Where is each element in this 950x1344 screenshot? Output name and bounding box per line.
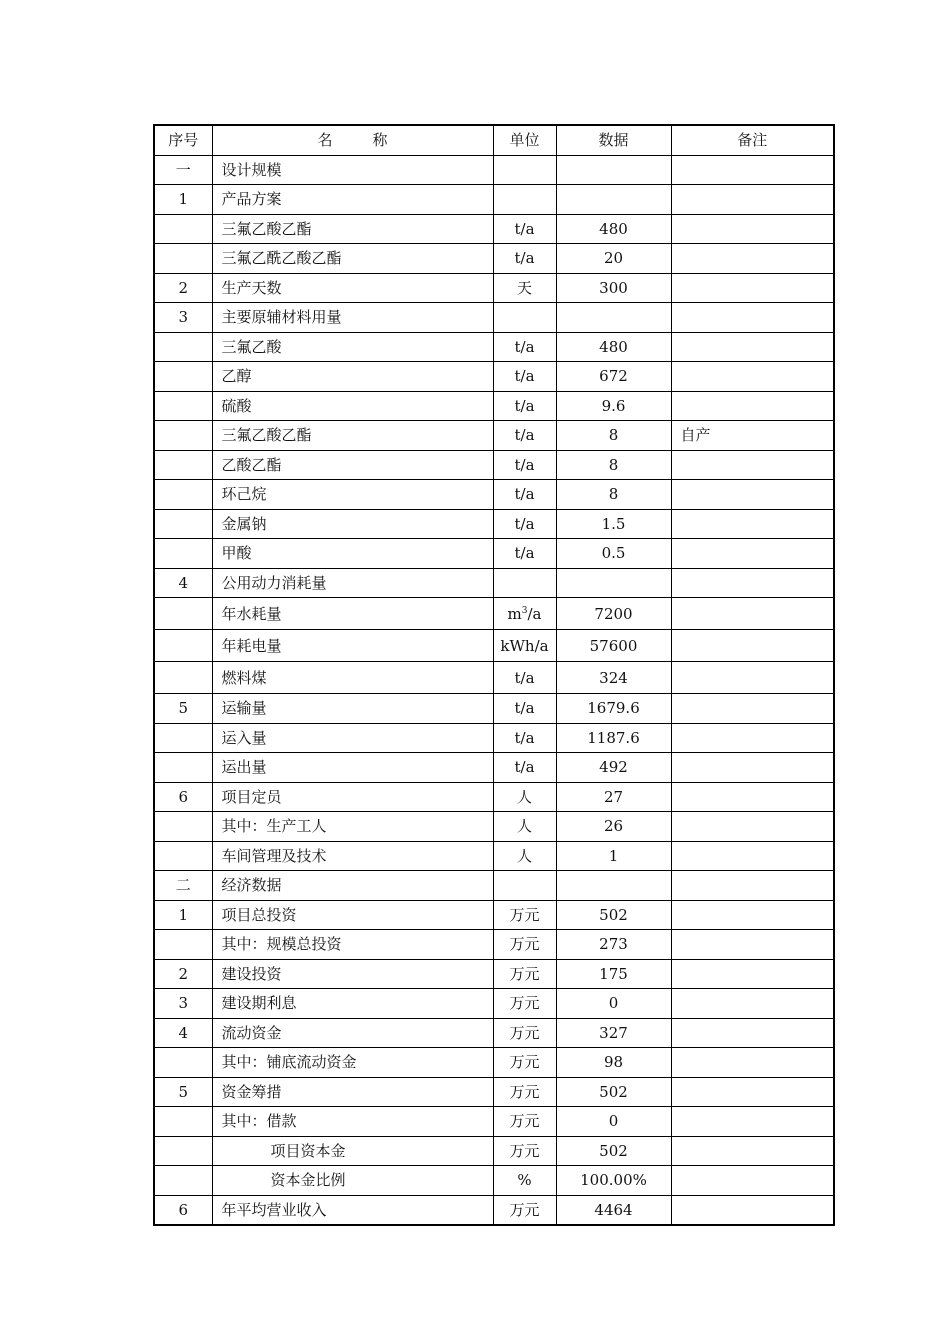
row-unit-cell: 万元 xyxy=(493,1195,556,1225)
row-no-cell xyxy=(154,362,212,392)
table-row xyxy=(154,1166,834,1196)
table-row xyxy=(154,155,834,185)
row-note-cell xyxy=(671,989,834,1019)
row-unit-cell: % xyxy=(493,1166,556,1196)
header-name-b: 称 xyxy=(372,131,388,150)
row-no-cell: 5 xyxy=(154,1077,212,1107)
row-name-cell: 经济数据 xyxy=(212,871,493,901)
table-header-row xyxy=(154,125,834,155)
table-row xyxy=(154,989,834,1019)
data-table xyxy=(153,124,835,1226)
row-note-cell xyxy=(671,959,834,989)
row-value-cell: 502 xyxy=(556,900,671,930)
row-no-cell xyxy=(154,841,212,871)
row-note-cell xyxy=(671,303,834,333)
row-value-cell: 0.5 xyxy=(556,539,671,569)
row-value-cell: 8 xyxy=(556,450,671,480)
row-value-cell: 273 xyxy=(556,930,671,960)
row-name-cell: 金属钠 xyxy=(212,509,493,539)
row-unit-cell: t/a xyxy=(493,662,556,694)
table-row xyxy=(154,1107,834,1137)
table-row xyxy=(154,539,834,569)
row-no-cell: 6 xyxy=(154,1195,212,1225)
row-value-cell: 8 xyxy=(556,421,671,451)
row-value-cell: 0 xyxy=(556,989,671,1019)
row-no-cell xyxy=(154,1166,212,1196)
row-name-cell: 乙醇 xyxy=(212,362,493,392)
table-row xyxy=(154,391,834,421)
row-name-cell: 硫酸 xyxy=(212,391,493,421)
row-value-cell: 480 xyxy=(556,332,671,362)
table-row xyxy=(154,450,834,480)
row-note-cell xyxy=(671,214,834,244)
row-note-cell xyxy=(671,480,834,510)
row-no-cell: 4 xyxy=(154,568,212,598)
row-value-cell: 1679.6 xyxy=(556,694,671,724)
row-unit-cell xyxy=(493,303,556,333)
table-row xyxy=(154,568,834,598)
row-unit-cell: 人 xyxy=(493,782,556,812)
table-row xyxy=(154,782,834,812)
table-row xyxy=(154,421,834,451)
row-value-cell: 175 xyxy=(556,959,671,989)
row-value-cell: 324 xyxy=(556,662,671,694)
row-unit-cell: t/a xyxy=(493,539,556,569)
row-no-cell xyxy=(154,244,212,274)
row-note-cell xyxy=(671,332,834,362)
row-note-cell xyxy=(671,871,834,901)
row-unit-cell: 万元 xyxy=(493,1018,556,1048)
row-unit-cell: 万元 xyxy=(493,1077,556,1107)
row-note-cell xyxy=(671,244,834,274)
row-value-cell: 98 xyxy=(556,1048,671,1078)
table-row xyxy=(154,1077,834,1107)
table-row xyxy=(154,1018,834,1048)
row-name-cell: 年平均营业收入 xyxy=(212,1195,493,1225)
row-value-cell xyxy=(556,568,671,598)
row-name-cell: 年水耗量 xyxy=(212,598,493,630)
row-unit-cell xyxy=(493,871,556,901)
row-no-cell xyxy=(154,1107,212,1137)
row-unit-cell: t/a xyxy=(493,480,556,510)
row-note-cell xyxy=(671,782,834,812)
row-name-cell: 年耗电量 xyxy=(212,630,493,662)
row-no-cell xyxy=(154,1136,212,1166)
row-value-cell: 327 xyxy=(556,1018,671,1048)
header-name xyxy=(212,125,493,155)
row-note-cell xyxy=(671,391,834,421)
row-note-cell xyxy=(671,1107,834,1137)
row-no-cell: 4 xyxy=(154,1018,212,1048)
row-value-cell: 672 xyxy=(556,362,671,392)
row-value-cell: 7200 xyxy=(556,598,671,630)
row-name-cell: 运入量 xyxy=(212,723,493,753)
row-value-cell xyxy=(556,303,671,333)
row-name-cell: 资金筹措 xyxy=(212,1077,493,1107)
row-no-cell xyxy=(154,723,212,753)
row-value-cell: 1.5 xyxy=(556,509,671,539)
row-unit-cell: t/a xyxy=(493,391,556,421)
row-note-cell xyxy=(671,812,834,842)
row-value-cell xyxy=(556,871,671,901)
row-unit-cell: 人 xyxy=(493,841,556,871)
table-row xyxy=(154,900,834,930)
row-unit-cell: 万元 xyxy=(493,989,556,1019)
table-row xyxy=(154,723,834,753)
row-no-cell xyxy=(154,214,212,244)
row-name-cell: 建设投资 xyxy=(212,959,493,989)
row-no-cell xyxy=(154,630,212,662)
row-note-cell xyxy=(671,1018,834,1048)
row-no-cell xyxy=(154,332,212,362)
row-name-cell: 项目总投资 xyxy=(212,900,493,930)
row-name-cell: 生产天数 xyxy=(212,273,493,303)
row-no-cell xyxy=(154,509,212,539)
row-unit-cell xyxy=(493,598,556,630)
row-no-cell xyxy=(154,662,212,694)
row-unit-cell: t/a xyxy=(493,509,556,539)
header-name-a: 名 xyxy=(317,131,333,150)
row-note-cell xyxy=(671,185,834,215)
table-row xyxy=(154,1195,834,1225)
row-note-cell xyxy=(671,1195,834,1225)
row-unit-cell: 天 xyxy=(493,273,556,303)
row-name-cell: 甲酸 xyxy=(212,539,493,569)
row-no-cell: 3 xyxy=(154,989,212,1019)
header-value: 数据 xyxy=(556,125,671,155)
row-name-cell: 其中：规模总投资 xyxy=(212,930,493,960)
row-value-cell xyxy=(556,155,671,185)
row-name-cell: 公用动力消耗量 xyxy=(212,568,493,598)
row-name-cell: 三氟乙酸乙酯 xyxy=(212,214,493,244)
row-unit-cell xyxy=(493,155,556,185)
row-note-cell xyxy=(671,155,834,185)
row-no-cell xyxy=(154,812,212,842)
row-note-cell xyxy=(671,539,834,569)
row-unit-cell xyxy=(493,568,556,598)
row-unit-cell: t/a xyxy=(493,450,556,480)
row-name-cell: 运出量 xyxy=(212,753,493,783)
row-unit-cell: 万元 xyxy=(493,959,556,989)
row-name-cell: 项目定员 xyxy=(212,782,493,812)
row-name-cell: 其中：铺底流动资金 xyxy=(212,1048,493,1078)
row-note-cell xyxy=(671,723,834,753)
row-value-cell: 27 xyxy=(556,782,671,812)
row-unit-cell: t/a xyxy=(493,753,556,783)
table-row xyxy=(154,509,834,539)
row-note-cell xyxy=(671,930,834,960)
row-value-cell: 1 xyxy=(556,841,671,871)
row-name-cell: 三氟乙酸 xyxy=(212,332,493,362)
row-unit-cell: 万元 xyxy=(493,1136,556,1166)
row-value-cell: 8 xyxy=(556,480,671,510)
row-note-cell xyxy=(671,362,834,392)
row-name-cell: 车间管理及技术 xyxy=(212,841,493,871)
table-row xyxy=(154,694,834,724)
row-name-cell: 三氟乙酸乙酯 xyxy=(212,421,493,451)
row-no-cell xyxy=(154,930,212,960)
row-value-cell: 502 xyxy=(556,1077,671,1107)
row-no-cell: 5 xyxy=(154,694,212,724)
row-no-cell xyxy=(154,480,212,510)
row-value-cell: 502 xyxy=(556,1136,671,1166)
table-row xyxy=(154,362,834,392)
row-no-cell xyxy=(154,1048,212,1078)
row-unit-cell: t/a xyxy=(493,694,556,724)
row-no-cell: 1 xyxy=(154,900,212,930)
row-note-cell xyxy=(671,1077,834,1107)
row-no-cell xyxy=(154,539,212,569)
row-unit-cell: 人 xyxy=(493,812,556,842)
table-body xyxy=(154,155,834,1225)
row-name-cell: 主要原辅材料用量 xyxy=(212,303,493,333)
header-unit: 单位 xyxy=(493,125,556,155)
row-no-cell: 一 xyxy=(154,155,212,185)
row-unit-cell: 万元 xyxy=(493,1107,556,1137)
row-note-cell xyxy=(671,1166,834,1196)
row-name-cell: 产品方案 xyxy=(212,185,493,215)
row-unit-cell: kWh/a xyxy=(493,630,556,662)
row-value-cell: 4464 xyxy=(556,1195,671,1225)
unit-tail: /a xyxy=(527,604,542,623)
row-no-cell: 3 xyxy=(154,303,212,333)
row-unit-cell: t/a xyxy=(493,244,556,274)
row-unit-cell: t/a xyxy=(493,362,556,392)
row-no-cell xyxy=(154,598,212,630)
row-unit-cell: t/a xyxy=(493,723,556,753)
row-note-cell xyxy=(671,694,834,724)
row-name-cell: 燃料煤 xyxy=(212,662,493,694)
row-value-cell: 9.6 xyxy=(556,391,671,421)
table-row xyxy=(154,959,834,989)
row-name-cell: 资本金比例 xyxy=(212,1166,493,1196)
header-no: 序号 xyxy=(154,125,212,155)
row-note-cell xyxy=(671,568,834,598)
row-value-cell: 26 xyxy=(556,812,671,842)
header-note: 备注 xyxy=(671,125,834,155)
row-note-cell xyxy=(671,753,834,783)
row-no-cell: 1 xyxy=(154,185,212,215)
row-note-cell xyxy=(671,630,834,662)
row-note-cell: 自产 xyxy=(671,421,834,451)
row-name-cell: 流动资金 xyxy=(212,1018,493,1048)
row-name-cell: 建设期利息 xyxy=(212,989,493,1019)
row-value-cell xyxy=(556,185,671,215)
row-note-cell xyxy=(671,662,834,694)
table-row xyxy=(154,630,834,662)
row-unit-cell: 万元 xyxy=(493,930,556,960)
table-row xyxy=(154,332,834,362)
row-unit-cell: t/a xyxy=(493,214,556,244)
row-no-cell xyxy=(154,753,212,783)
row-name-cell: 设计规模 xyxy=(212,155,493,185)
table-row xyxy=(154,214,834,244)
row-name-cell: 运输量 xyxy=(212,694,493,724)
row-name-cell: 其中：借款 xyxy=(212,1107,493,1137)
table-row xyxy=(154,303,834,333)
row-name-cell: 三氟乙酰乙酸乙酯 xyxy=(212,244,493,274)
unit-base: m xyxy=(507,604,522,623)
table-row xyxy=(154,930,834,960)
table-row xyxy=(154,244,834,274)
table-row xyxy=(154,871,834,901)
row-note-cell xyxy=(671,1136,834,1166)
row-name-cell: 环己烷 xyxy=(212,480,493,510)
row-value-cell: 300 xyxy=(556,273,671,303)
unit-superscript: 3 xyxy=(521,605,528,616)
table-row xyxy=(154,273,834,303)
row-no-cell xyxy=(154,450,212,480)
row-name-cell: 乙酸乙酯 xyxy=(212,450,493,480)
row-unit-cell: 万元 xyxy=(493,900,556,930)
row-note-cell xyxy=(671,900,834,930)
row-unit-cell: t/a xyxy=(493,421,556,451)
row-value-cell: 57600 xyxy=(556,630,671,662)
table-row xyxy=(154,812,834,842)
table-row xyxy=(154,1048,834,1078)
row-value-cell: 20 xyxy=(556,244,671,274)
row-no-cell: 2 xyxy=(154,273,212,303)
row-value-cell: 480 xyxy=(556,214,671,244)
table-row xyxy=(154,753,834,783)
table-row xyxy=(154,1136,834,1166)
row-value-cell: 100.00% xyxy=(556,1166,671,1196)
row-name-cell: 其中：生产工人 xyxy=(212,812,493,842)
row-note-cell xyxy=(671,598,834,630)
row-unit-cell xyxy=(493,185,556,215)
row-note-cell xyxy=(671,450,834,480)
row-note-cell xyxy=(671,1048,834,1078)
table-row xyxy=(154,841,834,871)
table-row xyxy=(154,185,834,215)
row-value-cell: 1187.6 xyxy=(556,723,671,753)
row-no-cell xyxy=(154,421,212,451)
row-note-cell xyxy=(671,509,834,539)
row-name-cell: 项目资本金 xyxy=(212,1136,493,1166)
row-note-cell xyxy=(671,841,834,871)
row-no-cell: 二 xyxy=(154,871,212,901)
row-no-cell: 2 xyxy=(154,959,212,989)
row-unit-cell: t/a xyxy=(493,332,556,362)
table-row xyxy=(154,662,834,694)
row-value-cell: 492 xyxy=(556,753,671,783)
row-value-cell: 0 xyxy=(556,1107,671,1137)
row-note-cell xyxy=(671,273,834,303)
table-row xyxy=(154,480,834,510)
row-no-cell xyxy=(154,391,212,421)
row-no-cell: 6 xyxy=(154,782,212,812)
row-unit-cell: 万元 xyxy=(493,1048,556,1078)
table-row xyxy=(154,598,834,630)
